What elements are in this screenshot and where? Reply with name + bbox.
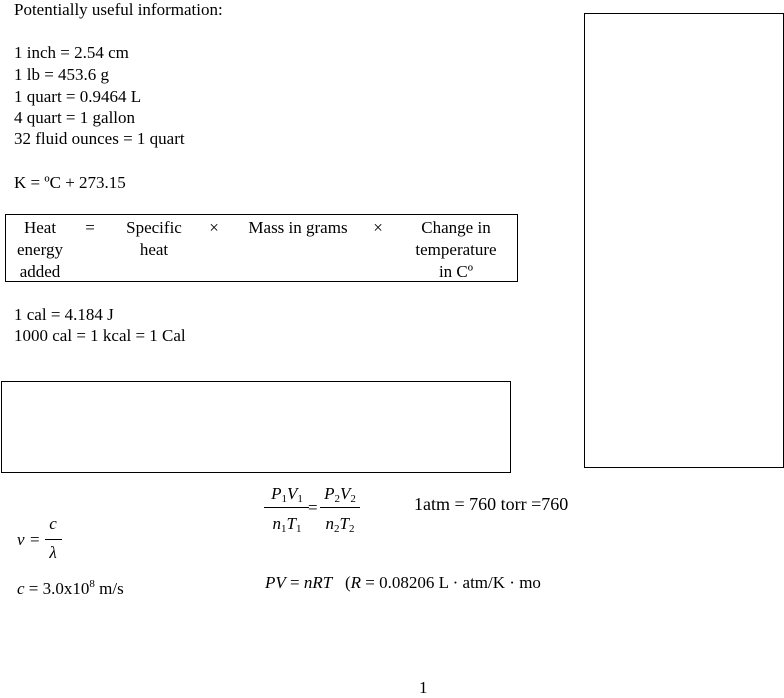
combined-gas-left-bar (264, 507, 309, 508)
cal-to-joule: 1 cal = 4.184 J (14, 305, 114, 324)
conversion-fluid-ounces: 32 fluid ounces = 1 quart (14, 129, 185, 148)
change-word-1: Change in (421, 218, 491, 237)
change-word-3: in Cº (438, 262, 474, 281)
times-2: × (373, 218, 383, 237)
combined-gas-right-bar (320, 507, 360, 508)
wave-bar (45, 539, 62, 540)
conversion-inch: 1 inch = 2.54 cm (14, 43, 129, 62)
conversion-gallon: 4 quart = 1 gallon (14, 108, 136, 127)
combined-gas-right-num: $P_2V_2$ (324, 484, 356, 505)
combined-gas-equals: = (308, 498, 318, 517)
mass-in-grams: Mass in grams (248, 218, 348, 237)
header-title: Potentially useful information: (14, 0, 223, 19)
specific-heat (114, 217, 194, 261)
combined-gas-left-num: $P_1V_1$ (271, 484, 303, 505)
wave-lhs: v (17, 530, 25, 549)
change-in-temperature (398, 217, 514, 283)
combined-gas-left-den: $n_1T_1$ (272, 514, 302, 535)
empty-box-tall (584, 13, 784, 468)
kelvin-formula: K = ºC + 273.15 (14, 173, 126, 192)
change-word-2: temperature (415, 240, 497, 259)
atm-conversion: 1atm = 760 torr =760 (414, 494, 569, 514)
conversion-lb: 1 lb = 453.6 g (14, 65, 110, 84)
speed-of-light: $c = 3.0x10^8$ m/s (17, 578, 124, 598)
empty-box-wide (1, 381, 511, 473)
times-1: × (209, 218, 219, 237)
heat-equals: = (85, 218, 95, 237)
ideal-gas-law: PV = nRT (R = 0.08206 L · atm/K · mo (265, 573, 541, 592)
heat-word-1: Heat (23, 218, 57, 237)
wave-equals: = (30, 530, 40, 549)
combined-gas-right-den: $n_2T_2$ (325, 514, 355, 535)
wave-numerator: c (49, 514, 57, 533)
cal-kcal: 1000 cal = 1 kcal = 1 Cal (14, 326, 186, 345)
heat-energy-added (8, 217, 72, 283)
conversion-quart: 1 quart = 0.9464 L (14, 87, 142, 106)
wave-denominator: λ (49, 543, 57, 562)
specific-word-2: heat (139, 240, 169, 259)
heat-word-2: energy (17, 240, 63, 259)
page-number: 1 (419, 678, 428, 697)
heat-formula-box (5, 214, 518, 282)
heat-word-3: added (19, 262, 61, 281)
specific-word-1: Specific (126, 218, 182, 237)
